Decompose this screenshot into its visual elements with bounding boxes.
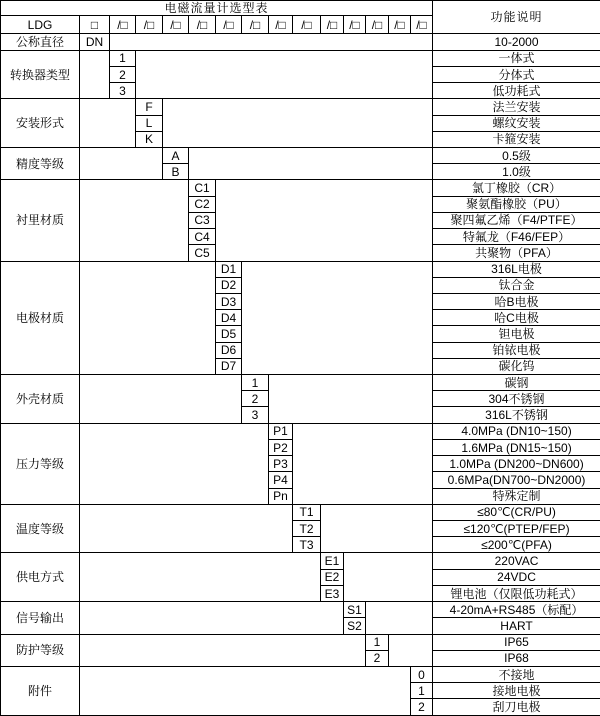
- code-cell: 2: [242, 391, 269, 407]
- code-cell: 2: [411, 699, 433, 716]
- desc-cell: 聚氨酯橡胶（PU）: [433, 196, 600, 212]
- code-cell: S2: [344, 618, 366, 634]
- diameter-row: [1, 34, 600, 50]
- table-row: [1, 50, 600, 66]
- desc-cell: 4.0MPa (DN10~150): [433, 423, 600, 439]
- code-cell: 2: [366, 650, 389, 666]
- code-cell: D2: [216, 277, 242, 293]
- desc-cell: 不接地: [433, 666, 600, 682]
- desc-cell: ≤120℃(PTEP/FEP): [433, 521, 600, 537]
- code-cell: D6: [216, 342, 242, 358]
- model-slot-box: /□: [110, 16, 136, 34]
- model-slot-box: /□: [366, 16, 389, 34]
- code-cell: K: [136, 131, 163, 147]
- desc-cell: 4-20mA+RS485（标配）: [433, 602, 600, 618]
- desc-cell: 1.6MPa (DN15~150): [433, 439, 600, 455]
- code-cell: P4: [269, 472, 293, 488]
- spacer-left: [80, 50, 110, 99]
- code-cell: C5: [189, 245, 216, 261]
- spacer-right: [163, 99, 433, 148]
- model-slot-box: /□: [411, 16, 433, 34]
- table-row: [1, 261, 600, 277]
- code-cell: 1: [242, 375, 269, 391]
- spacer-left: [80, 99, 136, 148]
- code-cell: C1: [189, 180, 216, 196]
- desc-cell: 0.6MPa(DN700~DN2000): [433, 472, 600, 488]
- spacer-right: [389, 634, 433, 666]
- diameter-label: 公称直径: [1, 34, 80, 50]
- code-cell: D1: [216, 261, 242, 277]
- model-slot-box: /□: [293, 16, 321, 34]
- section-label: 电极材质: [1, 261, 80, 375]
- desc-cell: 共聚物（PFA）: [433, 245, 600, 261]
- desc-cell: 1.0级: [433, 164, 600, 180]
- desc-cell: 316L不锈钢: [433, 407, 600, 423]
- desc-cell: 钽电极: [433, 326, 600, 342]
- code-cell: F: [136, 99, 163, 115]
- section-label: 温度等级: [1, 504, 80, 553]
- spacer-left: [80, 602, 344, 634]
- code-cell: P3: [269, 456, 293, 472]
- spacer-right: [216, 180, 433, 261]
- desc-cell: 220VAC: [433, 553, 600, 569]
- code-cell: 1: [110, 50, 136, 66]
- table-row: [1, 634, 600, 650]
- table-row: [1, 666, 600, 682]
- desc-cell: ≤200℃(PFA): [433, 537, 600, 553]
- desc-cell: 法兰安装: [433, 99, 600, 115]
- desc-cell: 聚四氟乙烯（F4/PTFE）: [433, 212, 600, 228]
- code-cell: D7: [216, 358, 242, 374]
- model-first-box: □: [80, 16, 110, 34]
- spacer-left: [80, 666, 411, 715]
- section-label: 精度等级: [1, 147, 80, 179]
- spacer-right: [189, 147, 433, 179]
- code-cell: A: [163, 147, 189, 163]
- desc-cell: 刮刀电极: [433, 699, 600, 716]
- desc-cell: 特殊定制: [433, 488, 600, 504]
- spacer-right: [136, 50, 433, 99]
- desc-cell: 螺纹安装: [433, 115, 600, 131]
- desc-cell: ≤80℃(CR/PU): [433, 504, 600, 520]
- desc-cell: 一体式: [433, 50, 600, 66]
- code-cell: D4: [216, 310, 242, 326]
- desc-cell: 0.5级: [433, 147, 600, 163]
- spacer-left: [80, 423, 269, 504]
- spacer-left: [80, 261, 216, 375]
- diameter-value: 10-2000: [433, 34, 600, 50]
- model-slot-box: /□: [189, 16, 216, 34]
- desc-cell: 氯丁橡胶（CR）: [433, 180, 600, 196]
- table-row: [1, 553, 600, 569]
- code-cell: Pn: [269, 488, 293, 504]
- spacer-right: [293, 423, 433, 504]
- desc-cell: 哈B电极: [433, 293, 600, 309]
- code-cell: 0: [411, 666, 433, 682]
- desc-cell: IP65: [433, 634, 600, 650]
- section-label: 转换器类型: [1, 50, 80, 99]
- desc-cell: 哈C电极: [433, 310, 600, 326]
- table-row: [1, 180, 600, 196]
- model-slot-box: /□: [321, 16, 344, 34]
- spacer-left: [80, 504, 293, 553]
- code-cell: D5: [216, 326, 242, 342]
- table-row: [1, 147, 600, 163]
- model-slot-box: /□: [242, 16, 269, 34]
- desc-cell: 304不锈钢: [433, 391, 600, 407]
- diameter-code: DN: [80, 34, 110, 50]
- function-column-header: 功能说明: [433, 1, 600, 34]
- desc-cell: 分体式: [433, 66, 600, 82]
- section-label: 衬里材质: [1, 180, 80, 261]
- code-cell: T3: [293, 537, 321, 553]
- code-cell: E3: [321, 585, 344, 601]
- model-slot-box: /□: [344, 16, 366, 34]
- section-label: 信号输出: [1, 602, 80, 634]
- code-cell: L: [136, 115, 163, 131]
- code-cell: 2: [110, 66, 136, 82]
- desc-cell: HART: [433, 618, 600, 634]
- code-cell: T2: [293, 521, 321, 537]
- code-cell: P2: [269, 439, 293, 455]
- code-cell: T1: [293, 504, 321, 520]
- desc-cell: 特氟龙（F46/FEP）: [433, 229, 600, 245]
- desc-cell: 低功耗式: [433, 83, 600, 99]
- spacer-left: [80, 553, 321, 602]
- model-slot-box: /□: [269, 16, 293, 34]
- desc-cell: 钛合金: [433, 277, 600, 293]
- code-cell: 1: [411, 683, 433, 699]
- section-label: 外壳材质: [1, 375, 80, 424]
- code-cell: C4: [189, 229, 216, 245]
- model-slot-box: /□: [216, 16, 242, 34]
- table-row: [1, 602, 600, 618]
- spacer-right: [321, 504, 433, 553]
- section-label: 安装形式: [1, 99, 80, 148]
- code-cell: 3: [110, 83, 136, 99]
- diameter-spacer: [110, 34, 433, 50]
- desc-cell: 碳钢: [433, 375, 600, 391]
- spacer-left: [80, 180, 189, 261]
- desc-cell: 1.0MPa (DN200~DN600): [433, 456, 600, 472]
- table-row: [1, 375, 600, 391]
- desc-cell: IP68: [433, 650, 600, 666]
- spacer-right: [344, 553, 433, 602]
- section-label: 附件: [1, 666, 80, 715]
- table-title: 电磁流量计选型表: [1, 1, 433, 16]
- desc-cell: 锂电池（仅限低功耗式）: [433, 585, 600, 601]
- code-cell: E1: [321, 553, 344, 569]
- spacer-right: [242, 261, 433, 375]
- code-cell: P1: [269, 423, 293, 439]
- desc-cell: 24VDC: [433, 569, 600, 585]
- code-cell: C2: [189, 196, 216, 212]
- desc-cell: 316L电极: [433, 261, 600, 277]
- code-cell: S1: [344, 602, 366, 618]
- code-cell: D3: [216, 293, 242, 309]
- section-label: 供电方式: [1, 553, 80, 602]
- code-cell: 3: [242, 407, 269, 423]
- model-slot-box: /□: [136, 16, 163, 34]
- code-cell: B: [163, 164, 189, 180]
- spacer-left: [80, 375, 242, 424]
- desc-cell: 铂铱电极: [433, 342, 600, 358]
- desc-cell: 碳化钨: [433, 358, 600, 374]
- spacer-left: [80, 147, 163, 179]
- model-prefix: LDG: [1, 16, 80, 34]
- code-cell: 1: [366, 634, 389, 650]
- section-label: 防护等级: [1, 634, 80, 666]
- model-slot-box: /□: [163, 16, 189, 34]
- spacer-right: [269, 375, 433, 424]
- table-row: [1, 99, 600, 115]
- desc-cell: 接地电极: [433, 683, 600, 699]
- spacer-right: [366, 602, 433, 634]
- table-row: [1, 504, 600, 520]
- model-slot-box: /□: [389, 16, 411, 34]
- table-row: [1, 423, 600, 439]
- header-row: [1, 1, 600, 16]
- spacer-left: [80, 634, 366, 666]
- code-cell: C3: [189, 212, 216, 228]
- desc-cell: 卡箍安装: [433, 131, 600, 147]
- code-cell: E2: [321, 569, 344, 585]
- section-label: 压力等级: [1, 423, 80, 504]
